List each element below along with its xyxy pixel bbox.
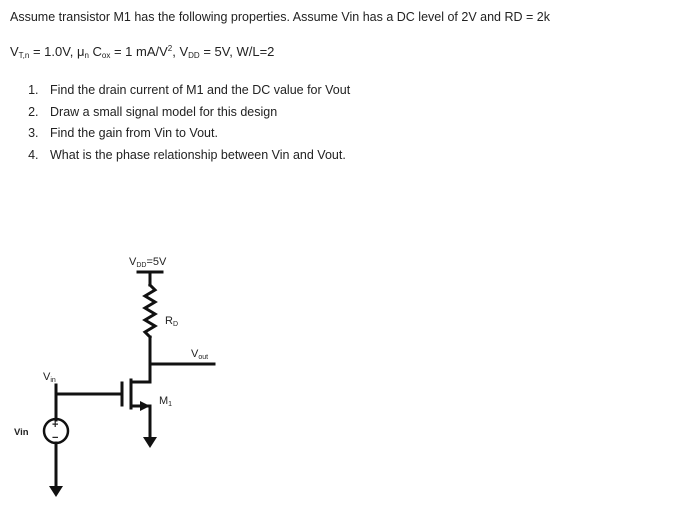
cox-symbol: C xyxy=(88,44,102,59)
vin-minus-sign: − xyxy=(52,432,59,444)
vdd-label: VDD=5V xyxy=(129,256,167,269)
rd-resistor xyxy=(145,285,155,337)
mu-symbol: μ xyxy=(76,44,85,59)
cox-subscript: ox xyxy=(101,51,111,60)
kn-value: = 1 mA/V xyxy=(110,44,168,59)
ground-arrow-vin xyxy=(49,486,63,497)
question-item: 4. What is the phase relationship between Vin and Vout. xyxy=(42,145,350,167)
vin-plus-sign: + xyxy=(52,419,59,431)
vout-label: Vout xyxy=(191,348,209,361)
vt-subscript: T,n xyxy=(18,51,30,60)
vdd-wl-value: = 5V, W/L=2 xyxy=(199,44,275,59)
ground-arrow-m1 xyxy=(143,437,157,448)
vin-node-label: Vin xyxy=(43,371,56,384)
question-item: 2. Draw a small signal model for this design xyxy=(42,102,350,124)
vdd-symbol: , V xyxy=(172,44,189,59)
rd-label: RD xyxy=(165,315,179,328)
vt-symbol: V xyxy=(10,44,19,59)
m1-label: M1 xyxy=(159,395,173,408)
vt-value: = 1.0V, xyxy=(29,44,77,59)
vin-source-label: Vin xyxy=(14,427,29,438)
mu-subscript: n xyxy=(84,51,89,60)
problem-intro: Assume transistor M1 has the following properties. Assume Vin has a DC level of 2V and RD = 2k xyxy=(10,10,550,24)
kn-superscript: 2 xyxy=(167,44,173,53)
vdd-subscript: DD xyxy=(188,51,200,60)
question-item: 1. Find the drain current of M1 and the DC value for Vout xyxy=(42,80,350,102)
question-item: 3. Find the gain from Vin to Vout. xyxy=(42,123,350,145)
